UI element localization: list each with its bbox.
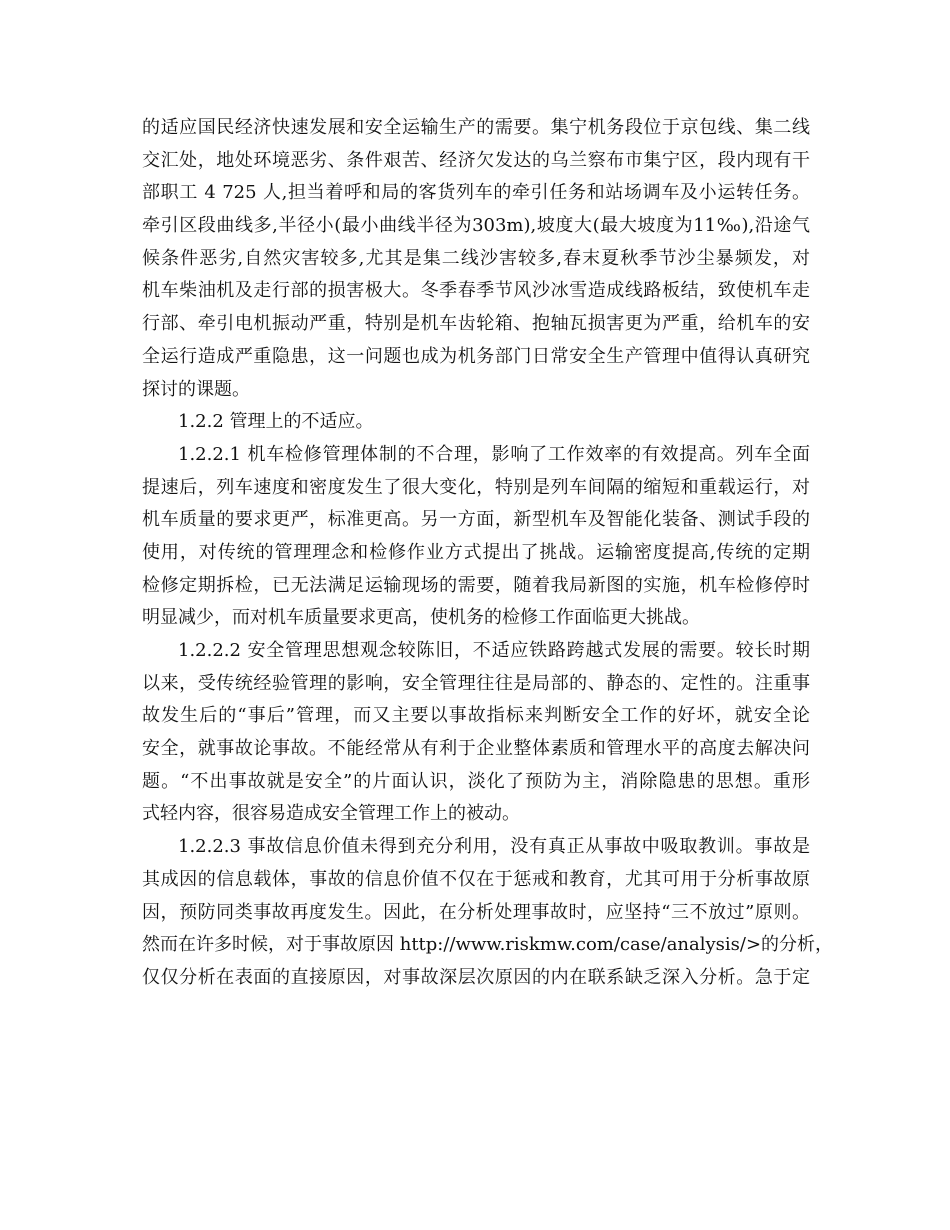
text-line: 使用，对传统的管理理念和检修作业方式提出了挑战。运输密度提高,传统的定期 (142, 541, 810, 563)
text-line: 因，预防同类事故再度发生。因此，在分析处理事故时，应坚持“三不放过”原则。 (142, 901, 810, 923)
text-line: 机车柴油机及走行部的损害极大。冬季春季节风沙冰雪造成线路板结，致使机车走 (142, 280, 810, 302)
text-line: 式轻内容，很容易造成安全管理工作上的被动。 (142, 803, 520, 825)
text-line: 机车质量的要求更严，标准更高。另一方面，新型机车及智能化装备、测试手段的 (142, 509, 810, 531)
text-line: 全运行造成严重隐患，这一问题也成为机务部门日常安全生产管理中值得认真研究 (142, 345, 810, 367)
text-line: 其成因的信息载体，事故的信息价值不仅在于惩戒和教育，尤其可用于分析事故原 (142, 868, 810, 890)
text-line: 牵引区段曲线多,半径小(最小曲线半径为303m),坡度大(最大坡度为11‰),沿途气 (142, 215, 810, 237)
text-line: 题。“不出事故就是安全”的片面认识，淡化了预防为主，消除隐患的思想。重形 (142, 770, 810, 792)
body-text (142, 112, 834, 995)
text-line: 明显减少，而对机车质量要求更高，使机务的检修工作面临更大挑战。 (142, 607, 700, 629)
text-line: 仅仅分析在表面的直接原因，对事故深层次原因的内在联系缺乏深入分析。急于定 (142, 966, 810, 988)
text-line: 以来，受传统经验管理的影响，安全管理往往是局部的、静态的、定性的。注重事 (142, 672, 810, 694)
text-line: 候条件恶劣,自然灾害较多,尤其是集二线沙害较多,春末夏秋季节沙尘暴频发，对 (142, 247, 810, 269)
text-line: 交汇处，地处环境恶劣、条件艰苦、经济欠发达的乌兰察布市集宁区，段内现有干 (142, 149, 810, 171)
text-line: 故发生后的“事后”管理，而又主要以事故指标来判断安全工作的好坏，就安全论 (142, 705, 810, 727)
text-line: 行部、牵引电机振动严重，特别是机车齿轮箱、抱轴瓦损害更为严重，给机车的安 (142, 313, 810, 335)
text-line: 1.2.2.1 机车检修管理体制的不合理，影响了工作效率的有效提高。列车全面 (178, 443, 810, 465)
section-heading: 1.2.2 管理上的不适应。 (178, 411, 374, 433)
text-line: 提速后，列车速度和密度发生了很大变化，特别是列车间隔的缩短和重载运行，对 (142, 476, 810, 498)
text-line: 安全，就事故论事故。不能经常从有利于企业整体素质和管理水平的高度去解决问 (142, 738, 810, 760)
text-line: 1.2.2.2 安全管理思想观念较陈旧，不适应铁路跨越式发展的需要。较长时期 (178, 640, 810, 661)
text-line: 然而在许多时候，对于事故原因 http://www.riskmw.com/case/analysis/>的分析， (142, 934, 834, 956)
text-line: 探讨的课题。 (142, 378, 250, 400)
text-line: 检修定期拆检，已无法满足运输现场的需要，随着我局新图的实施，机车检修停时 (142, 574, 810, 596)
text-line: 的适应国民经济快速发展和安全运输生产的需要。集宁机务段位于京包线、集二线 (142, 117, 810, 138)
text-line: 1.2.2.3 事故信息价值未得到充分利用，没有真正从事故中吸取教训。事故是 (178, 836, 810, 858)
text-line: 部职工 4 725 人,担当着呼和局的客货列车的牵引任务和站场调车及小运转任务。 (142, 182, 810, 204)
